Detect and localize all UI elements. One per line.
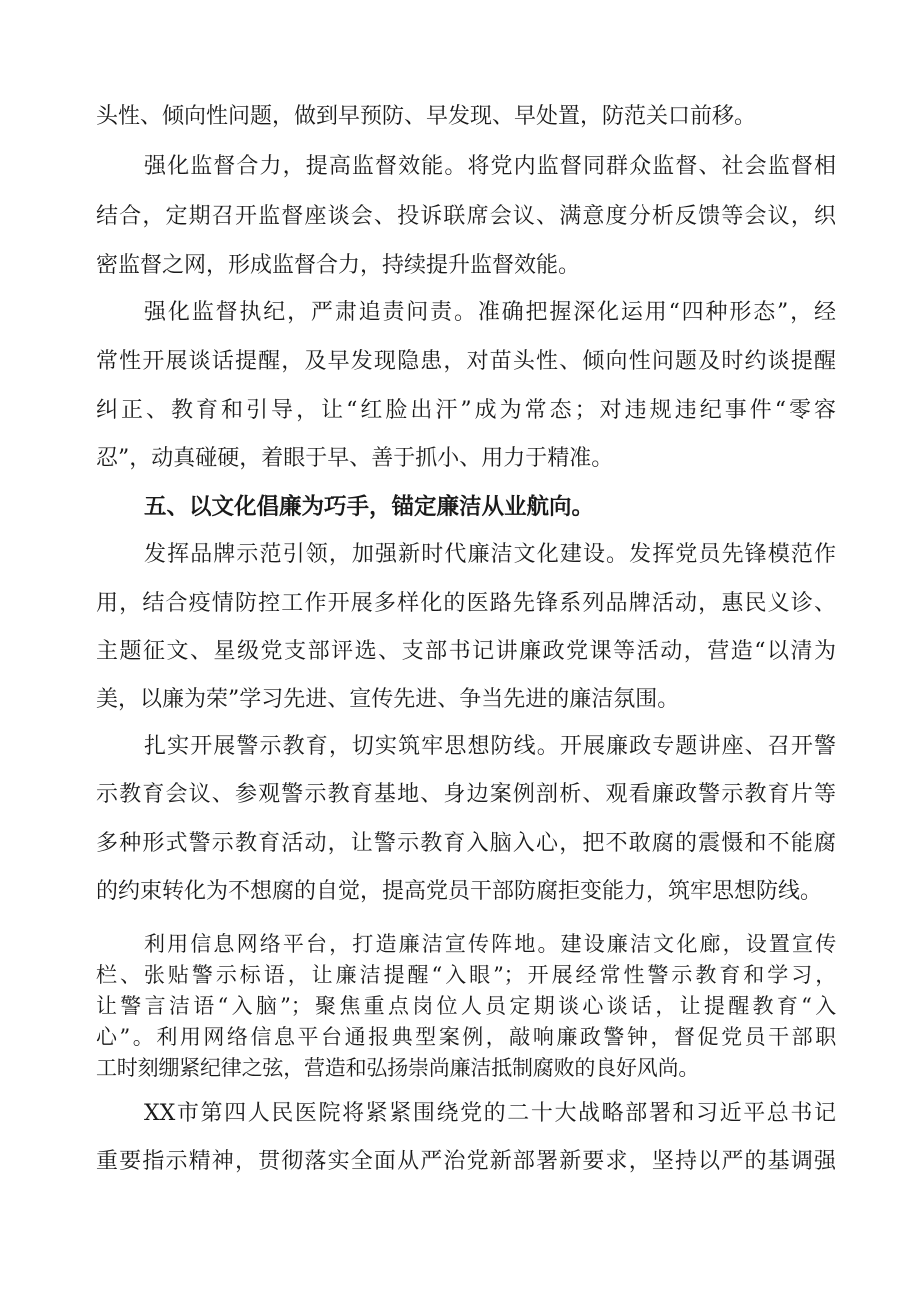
text-line: 扎实开展警示教育，切实筑牢思想防线。开展廉政专题讲座、召开警 [144, 734, 836, 759]
text-line: 强化监督合力，提高监督效能。将党内监督同群众监督、社会监督相 [144, 154, 836, 179]
text-line: 头性、倾向性问题，做到早预防、早发现、早处置，防范关口前移。 [96, 104, 757, 129]
text-line: 用，结合疫情防控工作开展多样化的医路先锋系列品牌活动，惠民义诊、 [96, 591, 836, 616]
text-line: 纠正、教育和引导，让“红脸出汗”成为常态；对违规违纪事件“零容 [96, 398, 836, 423]
text-line: 栏、张贴警示标语，让廉洁提醒“入眼”；开展经常性警示教育和学习， [96, 963, 836, 987]
text-line: 示教育会议、参观警示教育基地、身边案例剖析、观看廉政警示教育片等 [96, 782, 836, 807]
text-line: 美，以廉为荣”学习先进、宣传先进、争当先进的廉洁氛围。 [96, 687, 680, 712]
text-line: 多种形式警示教育活动，让警示教育入脑入心，把不敢腐的震慑和不能腐 [96, 831, 836, 856]
text-line: 常性开展谈话提醒，及早发现隐患，对苗头性、倾向性问题及时约谈提醒 [96, 349, 836, 374]
text-line: 忍”，动真碰硬，着眼于早、善于抓小、用力于精准。 [96, 446, 614, 471]
text-line: 让警言洁语“入脑”；聚焦重点岗位人员定期谈心谈话，让提醒教育“入 [96, 994, 836, 1018]
text-line: 重要指示精神，贯彻落实全面从严治党新部署新要求，坚持以严的基调强 [96, 1149, 836, 1174]
section-heading: 五、以文化倡廉为巧手，锚定廉洁从业航向。 [144, 494, 595, 520]
text-line: 发挥品牌示范引领，加强新时代廉洁文化建设。发挥党员先锋模范作 [144, 542, 836, 567]
text-line: 的约束转化为不想腐的自觉，提高党员干部防腐拒变能力，筑牢思想防线。 [96, 879, 823, 904]
text-line: 利用信息网络平台，打造廉洁宣传阵地。建设廉洁文化廊，设置宣传 [144, 932, 836, 956]
text-line: 工时刻绷紧纪律之弦，营造和弘扬崇尚廉洁抵制腐败的良好风尚。 [96, 1056, 700, 1080]
text-line: 结合，定期召开监督座谈会、投诉联席会议、满意度分析反馈等会议，织 [96, 204, 836, 229]
text-line: XX市第四人民医院将紧紧围绕党的二十大战略部署和习近平总书记 [144, 1101, 836, 1126]
text-line: 心”。利用网络信息平台通报典型案例，敲响廉政警钟，督促党员干部职 [96, 1025, 836, 1049]
text-line: 强化监督执纪，严肃追责问责。准确把握深化运用“四种形态”，经 [144, 300, 836, 325]
text-line: 密监督之网，形成监督合力，持续提升监督效能。 [96, 253, 581, 278]
text-line: 主题征文、星级党支部评选、支部书记讲廉政党课等活动，营造“以清为 [96, 639, 836, 664]
